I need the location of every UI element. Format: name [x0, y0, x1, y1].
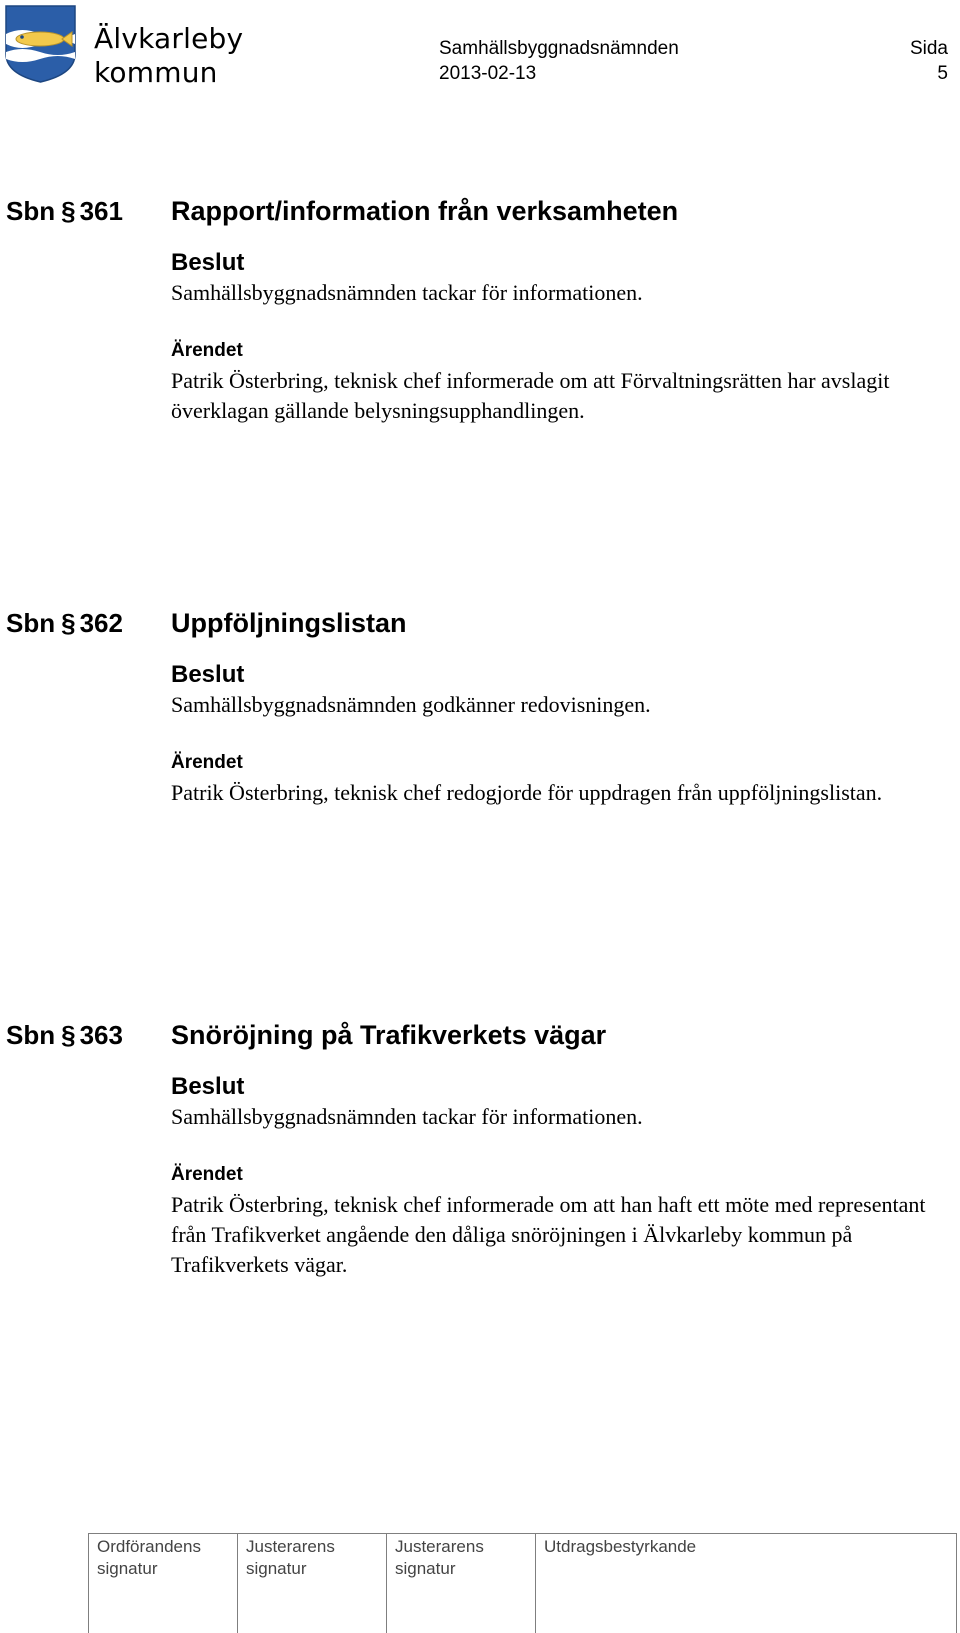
signature-table	[88, 1533, 957, 1633]
matter-text: Patrik Österbring, teknisk chef informerade om att Förvaltningsrätten har avslagit överklagan gällande belysningsupphandlingen.	[171, 368, 890, 423]
signature-box-certification	[536, 1534, 956, 1633]
decision-heading: Beslut	[171, 1073, 245, 1100]
section-id: 363	[79, 1020, 123, 1050]
signature-box-label: Justerarens	[395, 1537, 484, 1556]
logo-wordmark	[94, 22, 243, 90]
section-title: Snöröjning på Trafikverkets vägar	[171, 1020, 607, 1050]
signature-box-sublabel: signatur	[97, 1559, 158, 1578]
coat-of-arms-icon	[4, 4, 77, 84]
section-number	[6, 194, 123, 228]
matter-text: Patrik Österbring, teknisk chef redogjorde för uppdragen från uppföljningslistan.	[171, 780, 883, 805]
header-committee: Samhällsbyggnadsnämnden	[439, 38, 679, 59]
decision-text: Samhällsbyggnadsnämnden tackar för informationen.	[171, 1104, 643, 1129]
matter-heading: Ärendet	[171, 752, 243, 773]
section-id: 362	[79, 608, 123, 638]
signature-box-sublabel: signatur	[246, 1559, 307, 1578]
paragraph-sign: §	[61, 196, 76, 226]
matter-text: Patrik Österbring, teknisk chef informerade om att han haft ett möte med representant från Trafikverket angående den dåliga snöröjningen i Älvkarleby kommun på Trafikverkets vägar.	[171, 1192, 926, 1277]
section-id: 361	[79, 196, 123, 226]
logo-line-2: kommun	[94, 56, 218, 89]
paragraph-sign: §	[61, 608, 76, 638]
signature-box-label: Ordförandens	[97, 1537, 201, 1556]
section-prefix: Sbn	[6, 1020, 56, 1050]
decision-text: Samhällsbyggnadsnämnden godkänner redovisningen.	[171, 692, 651, 717]
section-title: Rapport/information från verksamheten	[171, 196, 679, 226]
decision-text: Samhällsbyggnadsnämnden tackar för informationen.	[171, 280, 643, 305]
header-page-number: 5	[937, 63, 948, 84]
section-title: Uppföljningslistan	[171, 608, 407, 638]
municipality-logo	[4, 4, 254, 88]
logo-line-1: Älvkarleby	[94, 22, 244, 55]
matter-heading: Ärendet	[171, 1164, 243, 1185]
signature-box-adjuster-1	[238, 1534, 387, 1633]
header-date: 2013-02-13	[439, 63, 537, 84]
signature-box-chair	[89, 1534, 238, 1633]
decision-heading: Beslut	[171, 661, 245, 688]
matter-heading: Ärendet	[171, 340, 243, 361]
section-number	[6, 606, 123, 640]
signature-box-label: Justerarens	[246, 1537, 335, 1556]
signature-box-sublabel: signatur	[395, 1559, 456, 1578]
section-number	[6, 1018, 123, 1052]
signature-box-label: Utdragsbestyrkande	[544, 1537, 697, 1556]
section-prefix: Sbn	[6, 196, 56, 226]
header-page-label: Sida	[909, 38, 948, 59]
section-prefix: Sbn	[6, 608, 56, 638]
decision-heading: Beslut	[171, 249, 245, 276]
signature-box-adjuster-2	[387, 1534, 536, 1633]
paragraph-sign: §	[61, 1020, 76, 1050]
